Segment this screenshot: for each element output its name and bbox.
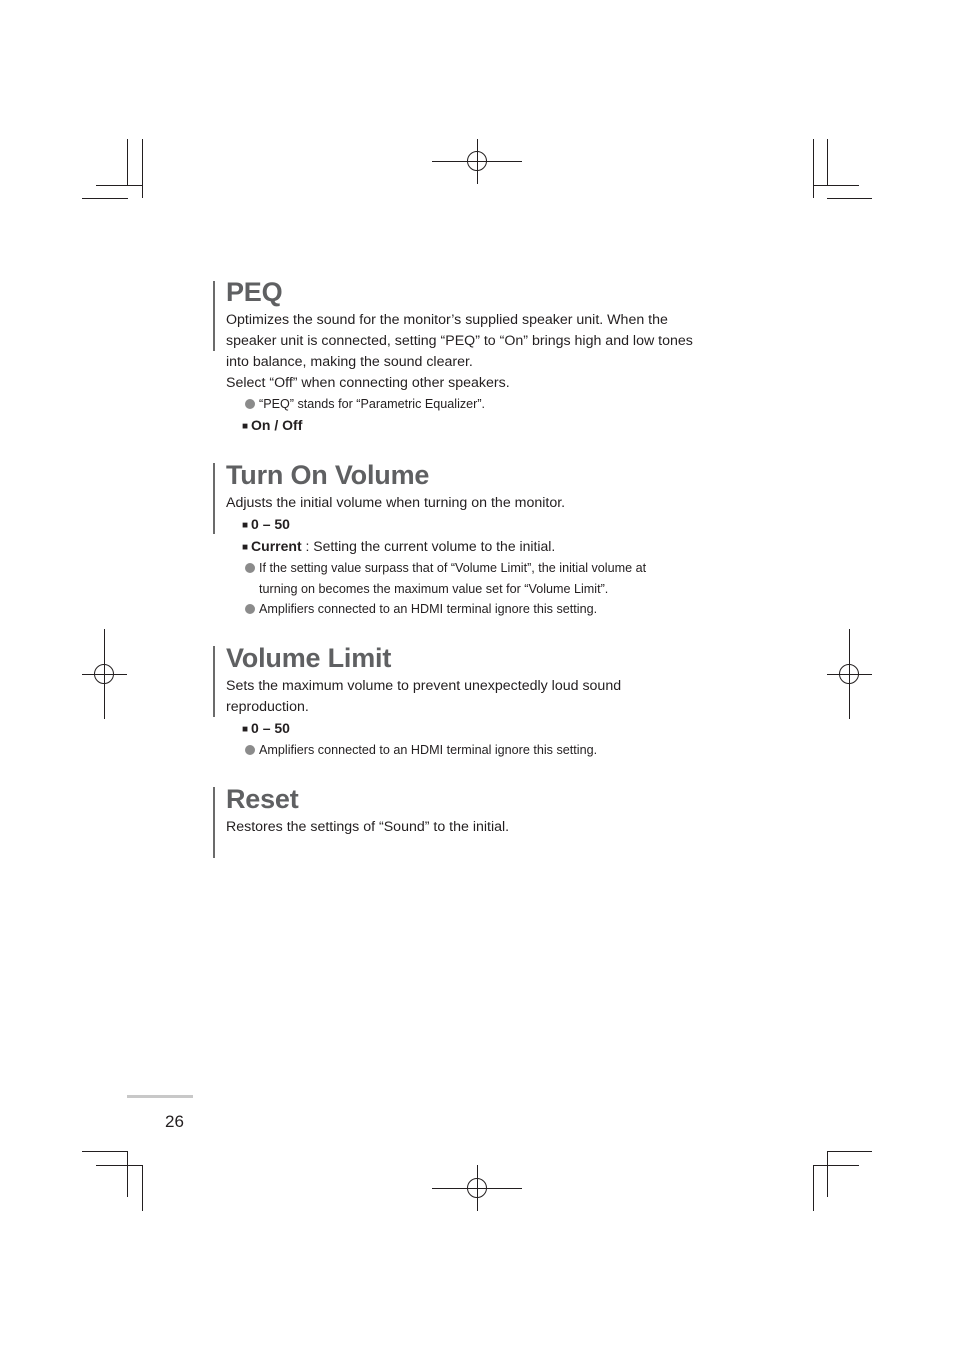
section-reset xyxy=(226,784,746,838)
body-text: speaker unit is connected, setting “PEQ” to “On” brings high and low tones xyxy=(226,333,693,349)
section-title: Turn On Volume xyxy=(226,460,430,490)
body-text: Restores the settings of “Sound” to the initial. xyxy=(226,819,510,835)
note xyxy=(245,558,746,599)
bullet-dot-icon xyxy=(245,399,255,409)
square-bullet-icon: ■ xyxy=(242,542,249,553)
section-accent-bar xyxy=(213,463,215,534)
option-value: 0 – 50 xyxy=(251,720,290,736)
square-bullet-icon: ■ xyxy=(242,520,249,531)
option-item xyxy=(242,415,746,437)
body-text: Optimizes the sound for the monitor’s supplied speaker unit. When the xyxy=(226,312,668,328)
option-value: 0 – 50 xyxy=(251,516,290,532)
body-text: reproduction. xyxy=(226,699,309,715)
option-item xyxy=(242,536,746,558)
section-accent-bar xyxy=(213,787,215,858)
page-number: 26 xyxy=(165,1112,184,1131)
section-title: Volume Limit xyxy=(226,643,392,673)
bullet-dot-icon xyxy=(245,563,255,573)
note-text: turning on becomes the maximum value set for “Volume Limit”. xyxy=(259,581,609,596)
square-bullet-icon: ■ xyxy=(242,724,249,735)
section-title: Reset xyxy=(226,784,299,814)
option-item xyxy=(242,514,746,536)
bullet-dot-icon xyxy=(245,604,255,614)
note-text: Amplifiers connected to an HDMI terminal ignore this setting. xyxy=(259,602,598,616)
square-bullet-icon: ■ xyxy=(242,420,249,432)
option-description: : Setting the current volume to the initial. xyxy=(301,538,556,554)
body-text: Adjusts the initial volume when turning on the monitor. xyxy=(226,495,566,511)
section-title: PEQ xyxy=(226,277,283,307)
bullet-dot-icon xyxy=(245,745,255,755)
body-text: Select “Off” when connecting other speakers. xyxy=(226,375,510,391)
section-volume-limit xyxy=(226,643,746,761)
note-text: “PEQ” stands for “Parametric Equalizer”. xyxy=(259,397,486,411)
note xyxy=(245,599,746,620)
note xyxy=(245,740,746,761)
page-number-rule xyxy=(127,1095,193,1098)
option-label: Current xyxy=(251,538,302,554)
section-accent-bar xyxy=(213,281,215,351)
body-text: Sets the maximum volume to prevent unexpectedly loud sound xyxy=(226,678,622,694)
option-value: On / Off xyxy=(251,416,303,433)
section-turn-on-volume xyxy=(226,460,746,620)
note xyxy=(245,394,746,415)
note-text: Amplifiers connected to an HDMI terminal ignore this setting. xyxy=(259,743,598,757)
option-item xyxy=(242,718,746,740)
body-text: into balance, making the sound clearer. xyxy=(226,354,473,370)
note-text: If the setting value surpass that of “Volume Limit”, the initial volume at xyxy=(259,561,647,575)
section-peq xyxy=(226,277,746,437)
section-accent-bar xyxy=(213,646,215,717)
